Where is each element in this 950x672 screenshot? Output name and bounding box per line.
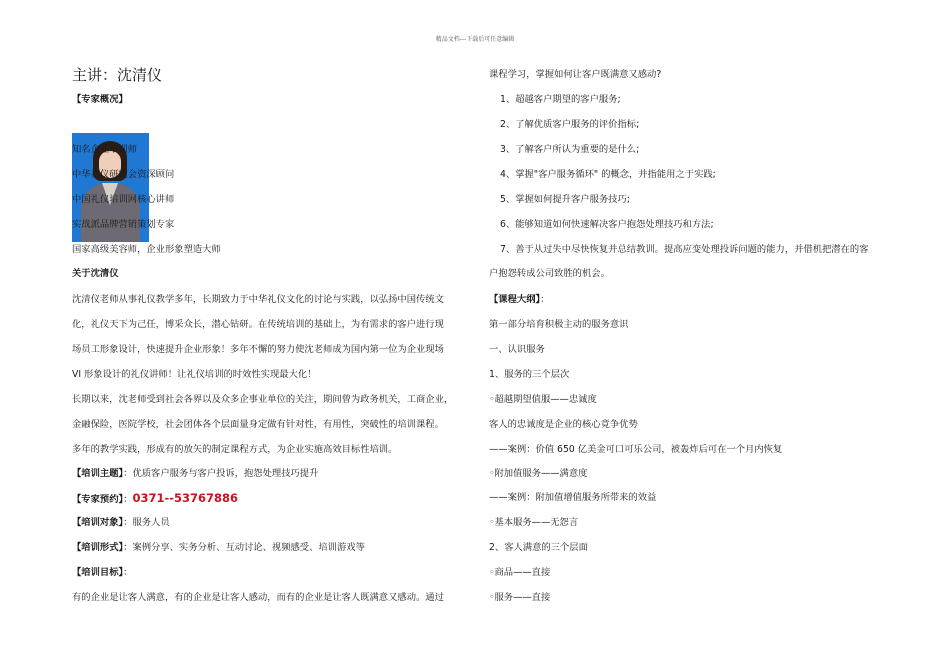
outline-line: ——案例：附加值增值服务所带来的效益 [489,492,657,503]
outline-line: ——案例：价值 650 亿美金可口可乐公司，被轰炸后可在一个月内恢复 [489,444,783,455]
goal-item: 1、超越客户期望的客户服务; [500,94,621,105]
credential-item: 中国礼仪培训网核心讲师 [72,194,175,205]
credential-item: 中华礼仪研究会资深顾问 [72,169,175,180]
audience-label: 【培训对象】 [72,517,124,528]
goal-row [72,567,132,579]
audience-row [72,517,170,529]
credential-item: 实战派品牌营销策划专家 [72,219,175,230]
outline-line: 客人的忠诚度是企业的核心竟争优势 [489,419,638,430]
about-heading: 关于沈清仪 [72,268,119,279]
outline-line: ◦附加值服务——满意度 [489,468,588,479]
goal-item-continuation: 户抱怨转成公司致胜的机会。 [489,268,610,279]
goal-value: ： [123,567,133,578]
outline-line: 1、服务的三个层次 [489,369,570,380]
goal-item: 4、掌握"客户服务循环" 的概念，并指能用之于实践; [500,169,716,180]
topic-value: ：优质客户服务与客户投诉，抱怨处理技巧提升 [123,468,319,479]
topic-row [72,468,318,480]
goal-continuation: 课程学习，掌握如何让客户既满意又感动? [489,69,662,80]
outline-line: ◦基本服务——无怨言 [489,517,579,528]
audience-value: ：服务人员 [123,517,170,528]
about-line: 长期以来，沈老师受到社会各界以及众多企事业单位的关注，期间曾为政务机关，工商企业， [72,394,454,405]
booking-phone: 0371--53767886 [132,491,239,505]
goal-item: 5、掌握如何提升客户服务技巧; [500,194,630,205]
goal-label: 【培训目标】 [72,567,124,578]
outline-line: ◦服务——直接 [489,592,551,603]
goal-item: 3、了解客户所认为重要的是什么; [500,144,640,155]
format-row [72,542,365,554]
booking-label: 【专家预约】 [72,494,124,505]
page-header-watermark: 精品文档---下载后可任意编辑 [435,36,515,43]
about-line: 多年的教学实践，形成有的放矢的制定课程方式，为企业实施高效目标性培训。 [72,444,398,455]
outline-line: ◦超越期望值服——忠诚度 [489,394,597,405]
overview-heading: 【专家概况】 [72,94,128,105]
outline-line: 一、认识服务 [489,344,545,355]
goal-text: 有的企业是让客人满意，有的企业是让客人感动，而有的企业是让客人既满意又感动。通过 [72,592,444,603]
goal-item: 7、善于从过失中尽快恢复并总结教训。提高应变处理投诉问题的能力，并借机把潜在的客 [500,244,869,255]
credential-item: 知名企业培训师 [72,144,138,155]
about-line: 金融保险，医院学校，社会团体各个层面量身定做有针对性，有用性，突破性的培训课程。 [72,419,444,430]
topic-label: 【培训主题】 [72,468,124,479]
goal-item: 2、了解优质客户服务的评价指标; [500,119,640,130]
booking-separator: ： [123,494,133,505]
goal-item: 6、能够知道如何快速解决客户抱怨处理技巧和方法; [500,219,714,230]
about-line: VI 形象设计的礼仪讲师！让礼仪培训的时效性实现最大化！ [72,369,317,380]
about-line: 化，礼仪天下为己任，博采众长，潜心钻研。在传统培训的基础上，为有需求的客户进行现 [72,319,444,330]
outline-line: 2、客人满意的三个层面 [489,542,588,553]
outline-label: 【课程大纲】 [489,294,541,305]
format-value: ：案例分享、实务分析、互动讨论、视频感受、培训游戏等 [123,542,365,553]
credential-item: 国家高级美容师，企业形象塑造大师 [72,244,221,255]
format-label: 【培训形式】 [72,542,124,553]
outline-line: ◦商品——直接 [489,567,551,578]
about-line: 沈清仪老师从事礼仪教学多年，长期致力于中华礼仪文化的讨论与实践，以弘扬中国传统文 [72,294,444,305]
about-line: 场员工形象设计，快速提升企业形象！多年不懈的努力使沈老师成为国内第一位为企业现场 [72,344,444,355]
booking-row [72,492,238,506]
outline-line: 第一部分培育积极主动的服务意识 [489,319,629,330]
outline-value: ： [540,294,550,305]
outline-row [489,294,549,306]
page-title: 主讲：沈清仪 [72,66,163,84]
